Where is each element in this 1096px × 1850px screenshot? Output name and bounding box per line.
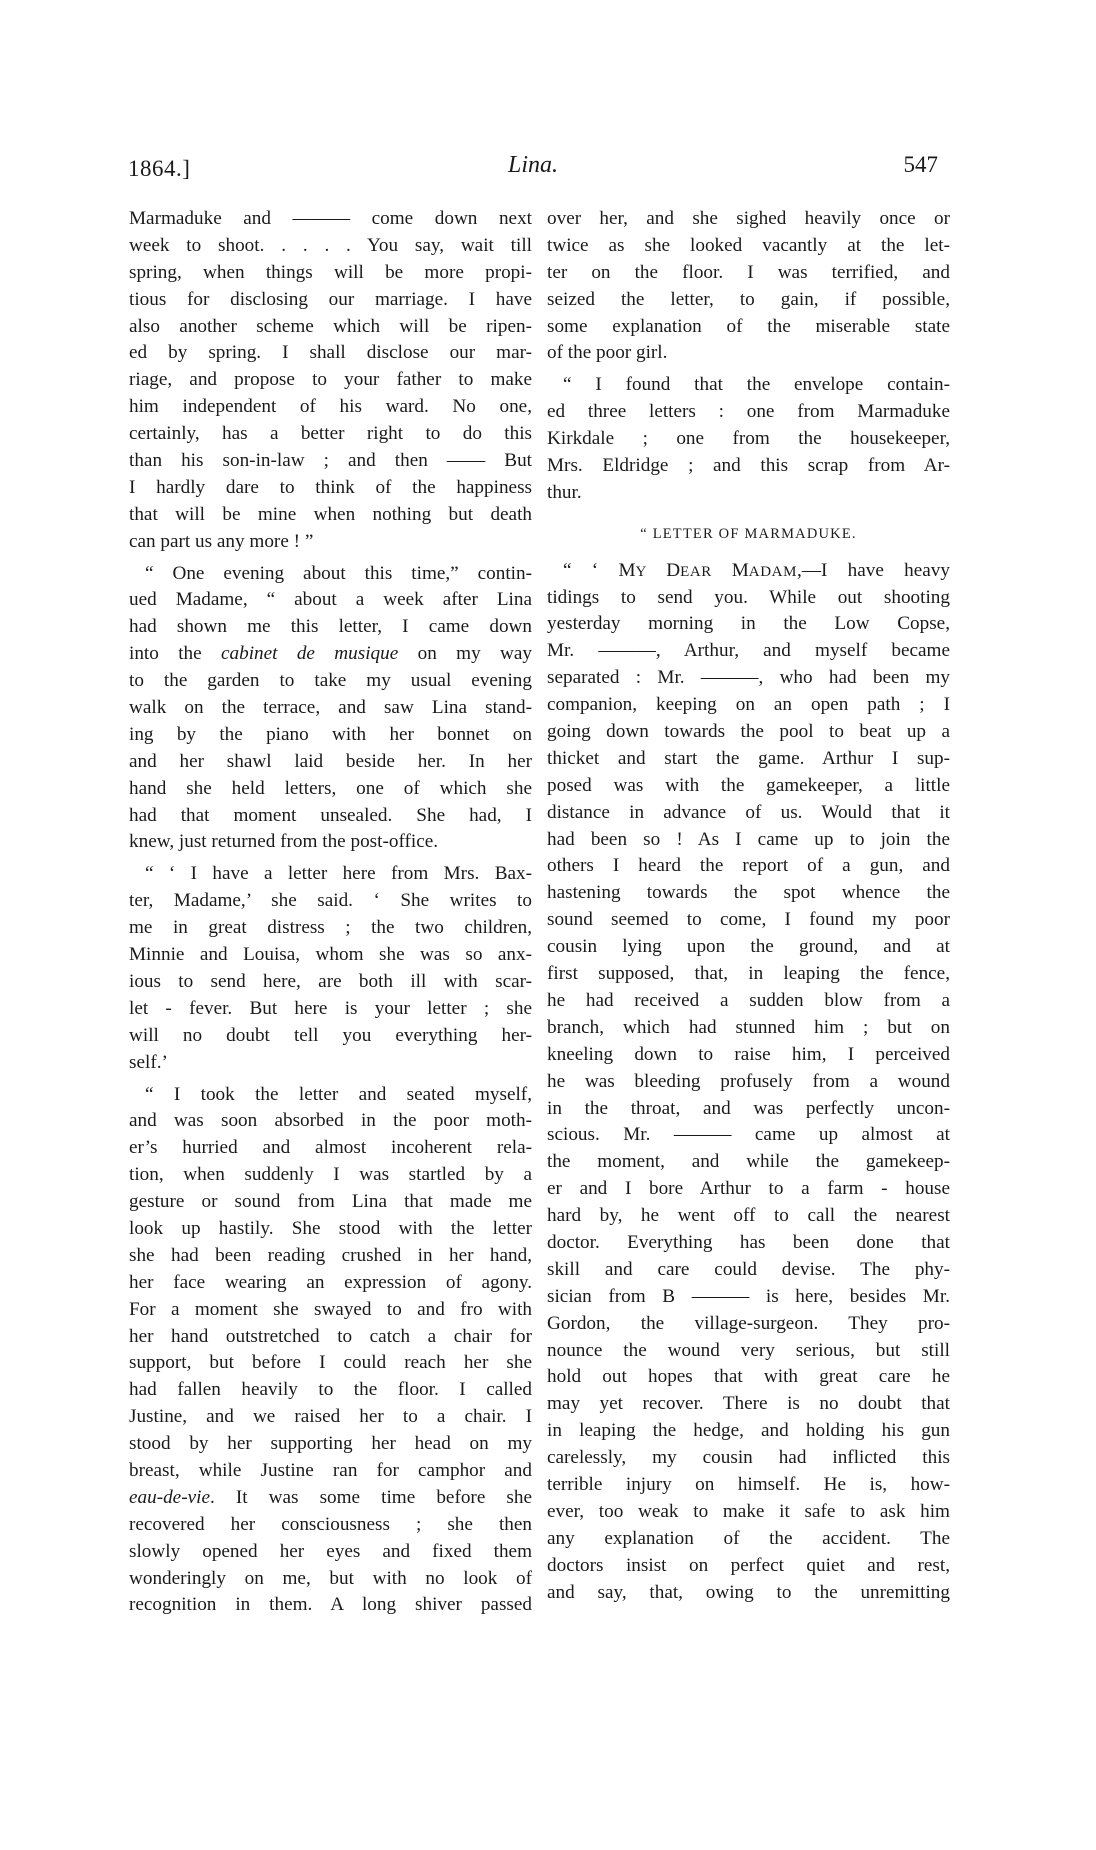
- text-line: recognition in them. A long shiver passed: [129, 1594, 532, 1616]
- page-number: 547: [903, 152, 938, 177]
- right-column: [547, 206, 950, 1606]
- text-line: over her, and she sighed heavily once or: [547, 208, 950, 229]
- text-line: gesture or sound from Lina that made me: [129, 1191, 532, 1213]
- text-line: certainly, has a better right to do this: [129, 423, 532, 445]
- text-line: doctors insist on perfect quiet and rest,: [547, 1554, 950, 1576]
- header-title: Lina.: [507, 152, 558, 178]
- text-line: had shown me this letter, I came down: [129, 616, 532, 638]
- text-line: of the poor girl.: [547, 342, 668, 364]
- text-line: nounce the wound very serious, but still: [547, 1339, 950, 1361]
- text-run: M: [731, 559, 749, 581]
- text-run: into the: [129, 643, 221, 665]
- text-line: support, but before I could reach her she: [129, 1352, 532, 1374]
- left-column: [129, 206, 532, 1619]
- text-line: riage, and propose to your father to make: [129, 369, 532, 391]
- text-line: let - fever. But here is your letter ; she: [129, 997, 532, 1019]
- text-line: look up hastily. She stood with the letter: [129, 1217, 532, 1239]
- text-run: ,—I have heavy: [797, 559, 950, 581]
- text-line: me in great distress ; the two children,: [129, 917, 532, 939]
- text-line: hard by, he went off to call the nearest: [547, 1205, 950, 1227]
- text-line: first supposed, that, in leaping the fence,: [547, 963, 950, 985]
- text-line: branch, which had stunned him ; but on: [547, 1016, 950, 1038]
- text-line: Kirkdale ; one from the housekeeper,: [547, 428, 950, 450]
- text-line: had been so ! As I came up to join the: [547, 828, 950, 850]
- text-line: separated : Mr. ———, who had been my: [547, 667, 950, 689]
- header-year: 1864.]: [128, 156, 191, 181]
- text-line: Marmaduke and ——— come down next: [129, 208, 532, 229]
- text-line: in the throat, and was perfectly uncon-: [547, 1097, 950, 1119]
- text-line: kneeling down to raise him, I perceived: [547, 1043, 950, 1065]
- text-line: than his son-in-law ; and then —— But: [129, 450, 532, 472]
- text-line: Minnie and Louisa, whom she was so anx-: [129, 944, 532, 966]
- text-line: tion, when suddenly I was startled by a: [129, 1164, 532, 1186]
- text-line: ued Madame, “ about a week after Lina: [129, 589, 532, 611]
- text-line: recovered her consciousness ; she then: [129, 1513, 532, 1535]
- text-line: he had received a sudden blow from a: [547, 989, 950, 1011]
- text-line: posed was with the gamekeeper, a little: [547, 774, 950, 796]
- text-line: Gordon, the village-surgeon. They pro-: [547, 1312, 950, 1334]
- text-line: wonderingly on me, but with no look of: [129, 1567, 532, 1589]
- text-line: going down towards the pool to beat up a: [547, 721, 950, 743]
- text-line: can part us any more ! ”: [129, 530, 314, 552]
- text-line: sound seemed to come, I found my poor: [547, 909, 950, 931]
- text-line: some explanation of the miserable state: [547, 315, 950, 337]
- text-line: slowly opened her eyes and fixed them: [129, 1540, 532, 1562]
- text-line: spring, when things will be more propi-: [129, 261, 532, 283]
- text-line: seized the letter, to gain, if possible,: [547, 288, 950, 310]
- text-line: and was soon absorbed in the poor moth-: [129, 1110, 532, 1132]
- text-line: I hardly dare to think of the happiness: [129, 476, 532, 498]
- letter-heading: “ LETTER OF MARMADUKE.: [640, 525, 857, 542]
- text-line: others I heard the report of a gun, and: [547, 855, 950, 877]
- text-line: ter, Madame,’ she said. ‘ She writes to: [129, 890, 532, 912]
- text-line: ed by spring. I shall disclose our mar-: [129, 342, 532, 364]
- text-run: EAR: [680, 563, 732, 580]
- text-line: twice as she looked vacantly at the let-: [547, 234, 950, 256]
- text-line: and say, that, owing to the unremitting: [547, 1581, 950, 1603]
- text-line: yesterday morning in the Low Copse,: [547, 613, 950, 635]
- text-line: carelessly, my cousin had inflicted this: [547, 1447, 950, 1469]
- text-line: the moment, and while the gamekeep-: [547, 1151, 950, 1173]
- text-line: hand she held letters, one of which she: [129, 777, 532, 799]
- text-line: to the garden to take my usual evening: [129, 670, 532, 692]
- text-line: him independent of his ward. No one,: [129, 396, 532, 418]
- text-line: ter on the floor. I was terrified, and: [547, 261, 950, 283]
- text-line: doctor. Everything has been done that: [547, 1231, 950, 1253]
- text-line: he was bleeding profusely from a wound: [547, 1070, 950, 1092]
- text-line: “ ‘ I have a letter here from Mrs. Bax-: [145, 863, 532, 885]
- text-line: tidings to send you. While out shooting: [547, 586, 950, 608]
- text-line: hastening towards the spot whence the: [547, 882, 950, 904]
- text-line: also another scheme which will be ripen-: [129, 315, 532, 337]
- text-line: companion, keeping on an open path ; I: [547, 694, 950, 716]
- text-line: will no doubt tell you everything her-: [129, 1024, 532, 1046]
- text-line: any explanation of the accident. The: [547, 1527, 950, 1549]
- text-line: “ I found that the envelope contain-: [563, 374, 950, 396]
- text-line: Justine, and we raised her to a chair. I: [129, 1406, 532, 1428]
- text-run: ADAM: [748, 563, 798, 580]
- text-run: M: [618, 559, 636, 581]
- text-line: [129, 1485, 532, 1512]
- text-line: ious to send here, are both ill with scar-: [129, 970, 532, 992]
- text-line: thicket and start the game. Arthur I sup-: [547, 747, 950, 769]
- text-line: cousin lying upon the ground, and at: [547, 936, 950, 958]
- text-line: may yet recover. There is no doubt that: [547, 1393, 950, 1415]
- text-line: Mrs. Eldridge ; and this scrap from Ar-: [547, 455, 950, 477]
- text-line: “ I took the letter and seated myself,: [145, 1083, 532, 1105]
- text-line: in leaping the hedge, and holding his gun: [547, 1420, 950, 1442]
- text-line: her face wearing an expression of agony.: [129, 1271, 532, 1293]
- text-run: Y: [635, 563, 667, 580]
- text-run: cabinet de musique: [221, 643, 399, 665]
- text-run: on my way: [398, 643, 532, 665]
- text-line: sician from B ——— is here, besides Mr.: [547, 1285, 950, 1307]
- text-line: For a moment she swayed to and fro with: [129, 1298, 532, 1320]
- text-line: that will be mine when nothing but death: [129, 503, 532, 525]
- text-line: she had been reading crushed in her hand,: [129, 1244, 532, 1266]
- text-line: ever, too weak to make it safe to ask him: [547, 1500, 950, 1522]
- text-line: [547, 558, 950, 585]
- text-line: Mr. ———, Arthur, and myself became: [547, 640, 950, 662]
- text-line: and her shawl laid beside her. In her: [129, 750, 532, 772]
- text-line: knew, just returned from the post-office.: [129, 831, 439, 853]
- text-line: her hand outstretched to catch a chair for: [129, 1325, 532, 1347]
- text-line: ed three letters : one from Marmaduke: [547, 401, 950, 423]
- text-run: “ ‘: [563, 559, 619, 581]
- text-line: hold out hopes that with great care he: [547, 1366, 950, 1388]
- text-line: stood by her supporting her head on my: [129, 1433, 532, 1455]
- text-line: thur.: [547, 481, 582, 503]
- text-line: had fallen heavily to the floor. I called: [129, 1379, 532, 1401]
- text-line: distance in advance of us. Would that it: [547, 801, 950, 823]
- text-line: ing by the piano with her bonnet on: [129, 723, 532, 745]
- text-run: D: [666, 559, 681, 581]
- text-line: tious for disclosing our marriage. I have: [129, 288, 532, 310]
- text-line: er and I bore Arthur to a farm - house: [547, 1178, 950, 1200]
- text-line: self.’: [129, 1051, 168, 1073]
- text-run: eau-de-vie: [129, 1486, 210, 1508]
- text-line: [129, 641, 532, 668]
- text-line: skill and care could devise. The phy-: [547, 1258, 950, 1280]
- text-line: terrible injury on himself. He is, how-: [547, 1473, 950, 1495]
- text-line: week to shoot. . . . . You say, wait till: [129, 234, 532, 256]
- text-line: had that moment unsealed. She had, I: [129, 804, 532, 826]
- running-header: [128, 152, 938, 188]
- text-line: walk on the terrace, and saw Lina stand-: [129, 697, 532, 719]
- text-line: scious. Mr. ——— came up almost at: [547, 1124, 950, 1146]
- text-line: breast, while Justine ran for camphor and: [129, 1459, 532, 1481]
- text-line: “ One evening about this time,” contin-: [145, 562, 532, 584]
- text-run: . It was some time before she: [209, 1486, 532, 1508]
- text-line: er’s hurried and almost incoherent rela-: [129, 1137, 532, 1159]
